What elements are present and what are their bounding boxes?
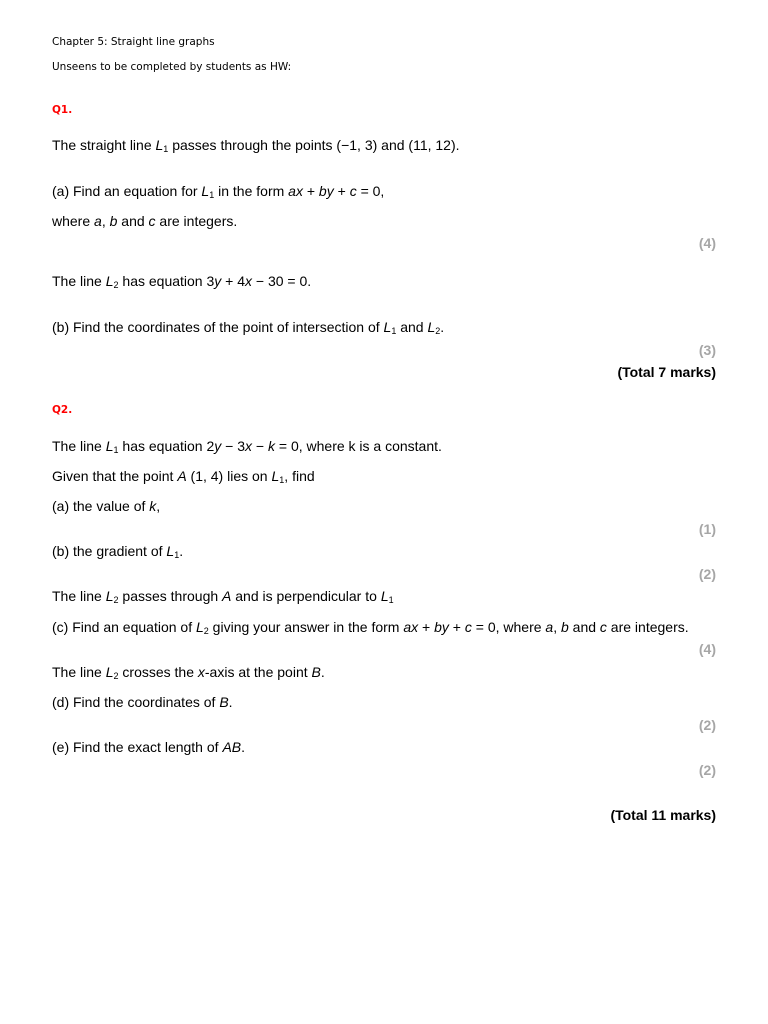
q2-total-marks: (Total 11 marks): [610, 807, 716, 823]
q1-part-a-marks: (4): [698, 235, 716, 251]
q1-part-b: (b) Find the coordinates of the point of intersection of $L_1$ and $L_2$.: [52, 319, 445, 336]
q2-intro: The line $L_1$ has equation 2y − 3x − k = 0, where k is a constant.: [52, 438, 442, 455]
q2-given: Given that the point A (1, 4) lies on $L_1$, find: [52, 468, 315, 485]
q1-part-a: (a) Find an equation for $L_1$ in the form ax + by + c = 0,: [52, 183, 385, 200]
q2-part-a-marks: (1): [698, 521, 716, 537]
q2-part-c: (c) Find an equation of $L_2$ giving your answer in the form ax + by + c = 0, where a, b and c are integers.: [52, 619, 689, 636]
q2-part-b-marks: (2): [698, 566, 716, 582]
q2-crosses-axis: The line $L_2$ crosses the x-axis at the point B.: [52, 664, 325, 681]
q2-part-a: (a) the value of k,: [52, 498, 161, 514]
q2-part-e-marks: (2): [698, 762, 716, 778]
question-2-label: Q2.: [52, 404, 73, 416]
q1-line-2: The line $L_2$ has equation 3y + 4x − 30 = 0.: [52, 273, 312, 290]
q1-intro: The straight line $L_1$ passes through the points (−1, 3) and (11, 12).: [52, 137, 460, 154]
question-1-label: Q1.: [52, 104, 73, 116]
q2-part-e: (e) Find the exact length of AB.: [52, 739, 246, 755]
q2-perpendicular: The line $L_2$ passes through A and is perpendicular to $L_1$: [52, 588, 394, 605]
q2-part-c-marks: (4): [698, 641, 716, 657]
q2-part-b: (b) the gradient of $L_1$.: [52, 543, 184, 560]
worksheet-subtitle: Unseens to be completed by students as HW:: [52, 61, 292, 73]
chapter-title: Chapter 5: Straight line graphs: [52, 36, 215, 48]
q1-total-marks: (Total 7 marks): [617, 364, 716, 380]
q2-part-d-marks: (2): [698, 717, 716, 733]
q1-part-b-marks: (3): [698, 342, 716, 358]
q1-part-a-condition: where a, b and c are integers.: [52, 213, 238, 229]
q2-part-d: (d) Find the coordinates of B.: [52, 694, 233, 710]
